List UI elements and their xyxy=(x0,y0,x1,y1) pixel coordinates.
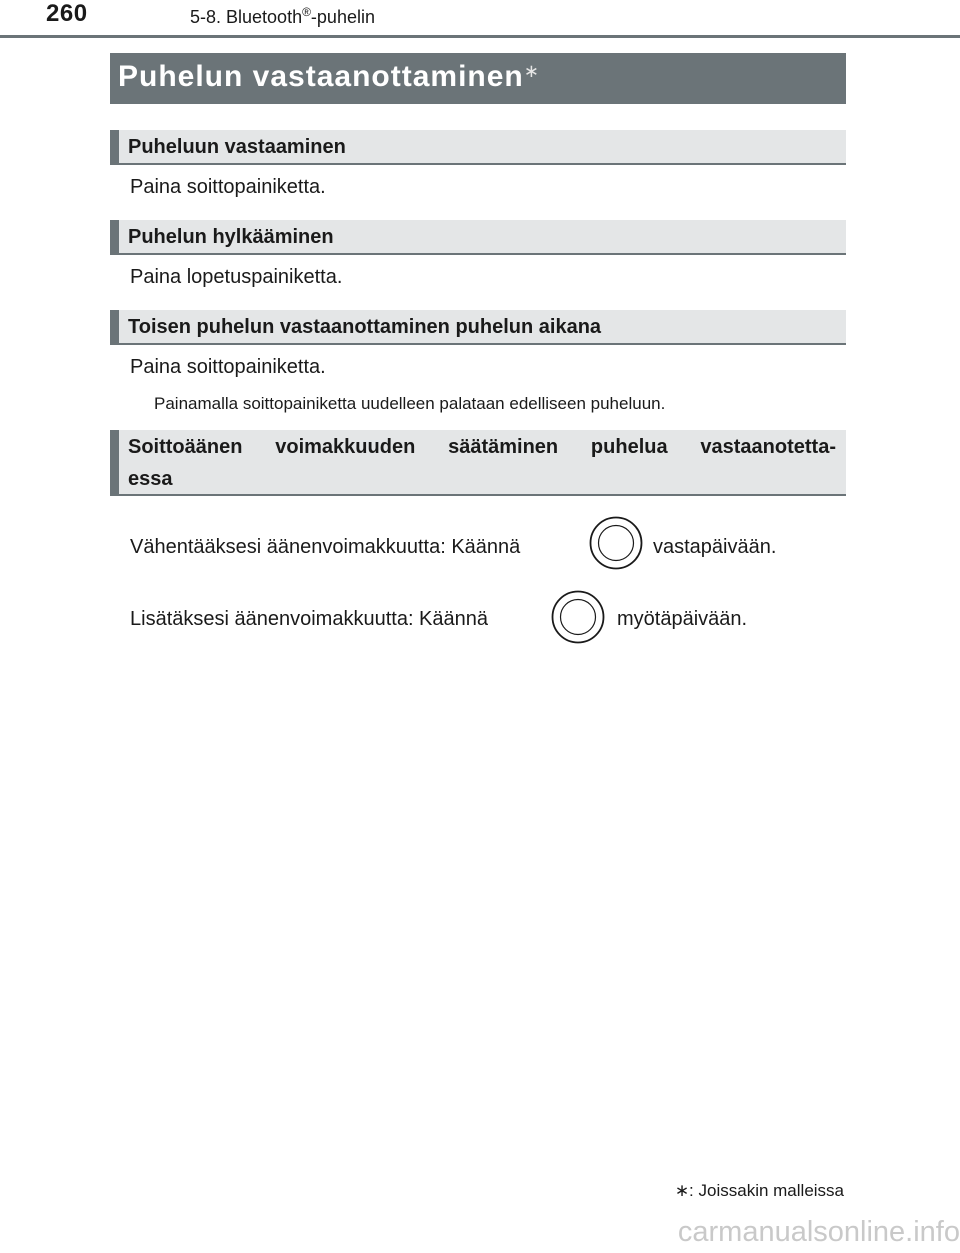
ringtone-heading-line2: essa xyxy=(128,468,173,490)
main-title-text: Puhelun vastaanottaminen xyxy=(118,60,524,93)
volume-decrease-text xyxy=(130,536,520,559)
registered-mark: ® xyxy=(302,5,311,19)
chapter-title-suffix: -puhelin xyxy=(310,7,375,27)
chapter-title-prefix: 5-8. Bluetooth xyxy=(190,7,303,27)
volume-increase-text xyxy=(130,608,488,631)
volume-decrease-before: Vähentääksesi äänenvoimakkuutta: Käännä xyxy=(130,536,521,558)
section-body-second-call: Paina soittopainiketta. xyxy=(130,356,326,378)
section-note-second-call: Painamalla soittopainiketta uudelleen palataan edelliseen puheluun. xyxy=(154,394,666,413)
section-body-reject: Paina lopetuspainiketta. xyxy=(130,266,343,288)
section-body-answer: Paina soittopainiketta. xyxy=(130,176,326,198)
volume-increase-after: myötäpäivään. xyxy=(617,608,748,630)
ringtone-heading-line1: Soittoäänen voimakkuuden säätäminen puhelua vastaanotetta- xyxy=(128,436,836,458)
volume-decrease-after: vastapäivään. xyxy=(653,536,777,558)
main-title xyxy=(110,53,846,104)
page-number: 260 xyxy=(46,0,88,27)
volume-increase-before: Lisätäksesi äänenvoimakkuutta: Käännä xyxy=(130,608,489,630)
section-heading-ringtone-volume xyxy=(110,430,846,496)
dial-clockwise-icon xyxy=(551,590,605,644)
dial-counterclockwise-icon xyxy=(589,516,643,570)
asterisk-marker: ∗ xyxy=(523,61,540,81)
section-heading-answer: Puheluun vastaaminen xyxy=(110,130,846,165)
footnote: ∗: Joissakin malleissa xyxy=(674,1181,844,1200)
watermark: carmanualsonline.info xyxy=(677,1216,960,1248)
section-heading-reject: Puhelun hylkääminen xyxy=(110,220,846,255)
chapter-title xyxy=(190,5,375,28)
section-heading-second-call: Toisen puhelun vastaanottaminen puhelun aikana xyxy=(110,310,846,345)
header-rule xyxy=(0,35,960,38)
